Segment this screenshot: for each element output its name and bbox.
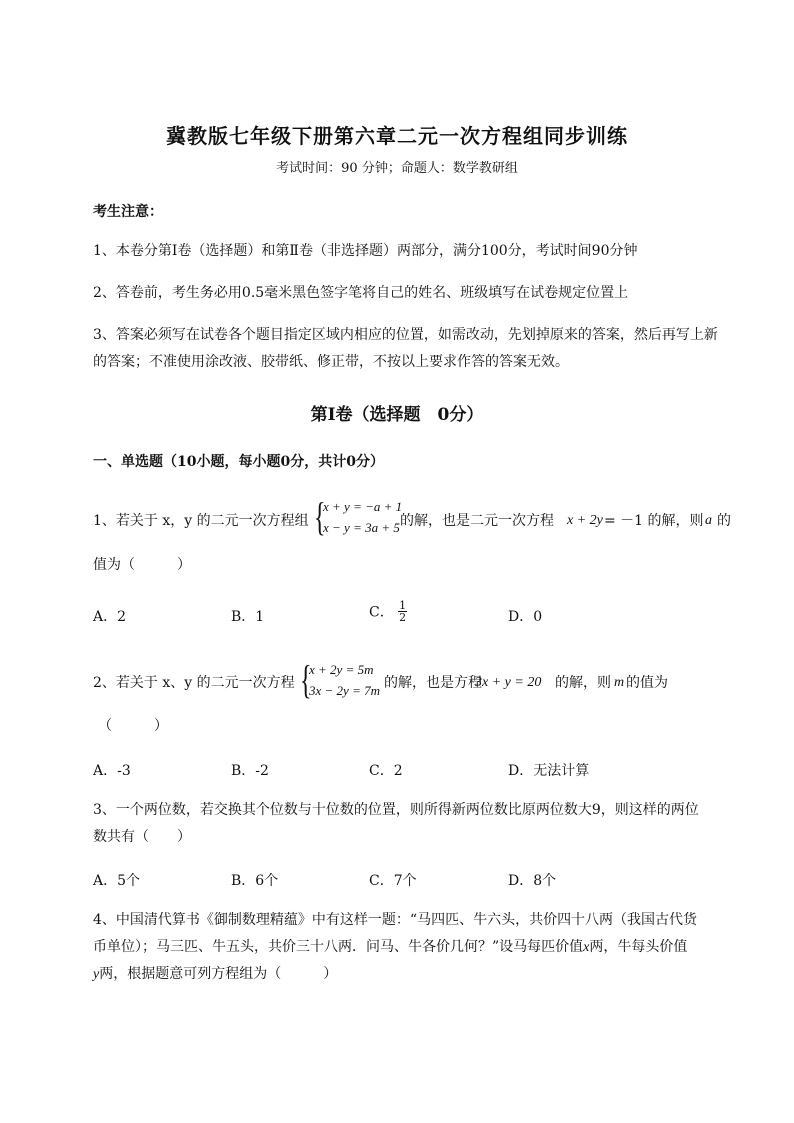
notice-item-2: 2、答卷前，考生务必用0.5毫米黑色签字笔将自己的姓名、班级填写在试卷规定位置上: [93, 285, 629, 301]
left-brace-icon: {: [314, 494, 326, 539]
q1-equation-system: [314, 494, 404, 543]
part-heading: 一、单选题（10小题，每小题0分，共计0分）: [93, 454, 384, 470]
q3-option-a[interactable]: A．5个: [93, 873, 141, 889]
q2-option-d[interactable]: D．无法计算: [508, 763, 590, 779]
q1-equation-2: x − y = 3a + 5: [323, 520, 400, 535]
q1-mid-2: = －1 的解，则: [604, 513, 704, 529]
q2-equation-3: 3x + y = 20: [475, 675, 542, 690]
section-title: 第Ⅰ卷（选择题 0分）: [310, 405, 484, 425]
fraction-denominator: 2: [399, 611, 407, 624]
left-brace-icon: {: [300, 657, 312, 702]
q1-suffix: 的: [717, 513, 731, 529]
notice-item-3-line-2: 的答案；不准使用涂改液、胶带纸、修正带，不按以上要求作答的答案无效。: [93, 354, 569, 370]
q1-option-d[interactable]: D．0: [508, 609, 543, 625]
q3-line-1: 3、一个两位数，若交换其个位数与十位数的位置，则所得新两位数比原两位数大9，则这样的两位: [93, 802, 699, 818]
fraction: [398, 600, 407, 623]
q2-line-2: （ ）: [98, 718, 168, 734]
q1-option-b[interactable]: B．1: [231, 609, 265, 625]
q4-variable-y: y: [93, 967, 100, 982]
q2-option-a[interactable]: A．-3: [93, 763, 131, 779]
q4-line-3-text: 两，根据题意可列方程组为（ ）: [99, 966, 338, 982]
q1-option-a[interactable]: A．2: [93, 609, 127, 625]
q2-equation-system: [300, 657, 390, 706]
q3-option-c[interactable]: C．7个: [369, 873, 417, 889]
notice-item-3-line-1: 3、答案必须写在试卷各个题目指定区域内相应的位置，如需改动，先划掉原来的答案，然后再写上新: [93, 327, 718, 343]
q2-mid: 的解，也是方程: [384, 675, 482, 691]
q1-option-c[interactable]: [369, 600, 407, 623]
q2-option-b[interactable]: B．-2: [231, 763, 269, 779]
q2-equation-2: 3x − 2y = 7m: [309, 683, 380, 698]
q3-option-b[interactable]: B．6个: [231, 873, 279, 889]
q2-option-c[interactable]: C．2: [369, 763, 403, 779]
q2-suffix: 的值为: [626, 675, 668, 691]
exam-info: 考试时间：90 分钟；命题人：数学教研组: [276, 161, 518, 176]
q1-option-c-label: C．: [369, 604, 394, 621]
fraction-numerator: 1: [399, 599, 407, 612]
q3-option-d[interactable]: D．8个: [508, 873, 557, 889]
q4-line-1: 4、中国清代算书《御制数理精蕴》中有这样一题：“马四匹、牛六头，共价四十八两（我国古代货: [93, 912, 698, 928]
notice-item-1: 1、本卷分第Ⅰ卷（选择题）和第Ⅱ卷（非选择题）两部分，满分100分，考试时间90分钟: [93, 243, 638, 259]
q1-equation-1: x + y = −a + 1: [323, 499, 403, 514]
q2-variable: m: [614, 675, 625, 690]
q4-line-3: [93, 964, 337, 985]
q1-prefix: 1、若关于 x，y 的二元一次方程组: [93, 513, 309, 529]
q1-equation-3: x + 2y: [567, 513, 603, 528]
q4-line-2: [93, 937, 687, 958]
q2-mid-2: 的解，则: [555, 675, 611, 691]
q4-variable-x: x: [583, 940, 590, 955]
q1-mid: 的解，也是二元一次方程: [400, 513, 554, 529]
q2-equation-1: x + 2y = 5m: [309, 662, 374, 677]
notice-heading: 考生注意：: [93, 204, 163, 220]
q4-line-2-text-b: 两，牛每头价值: [589, 939, 688, 955]
q4-line-2-text-a: 币单位）；马三匹、牛五头，共价三十八两．问马、牛各价几何？”设马每匹价值: [93, 939, 584, 955]
q3-line-2: 数共有（ ）: [93, 829, 191, 845]
q2-prefix: 2、若关于 x、y 的二元一次方程: [93, 675, 295, 691]
q1-variable: a: [705, 513, 712, 528]
q1-line-2: 值为（ ）: [93, 557, 191, 573]
document-title: 冀教版七年级下册第六章二元一次方程组同步训练: [166, 124, 628, 148]
